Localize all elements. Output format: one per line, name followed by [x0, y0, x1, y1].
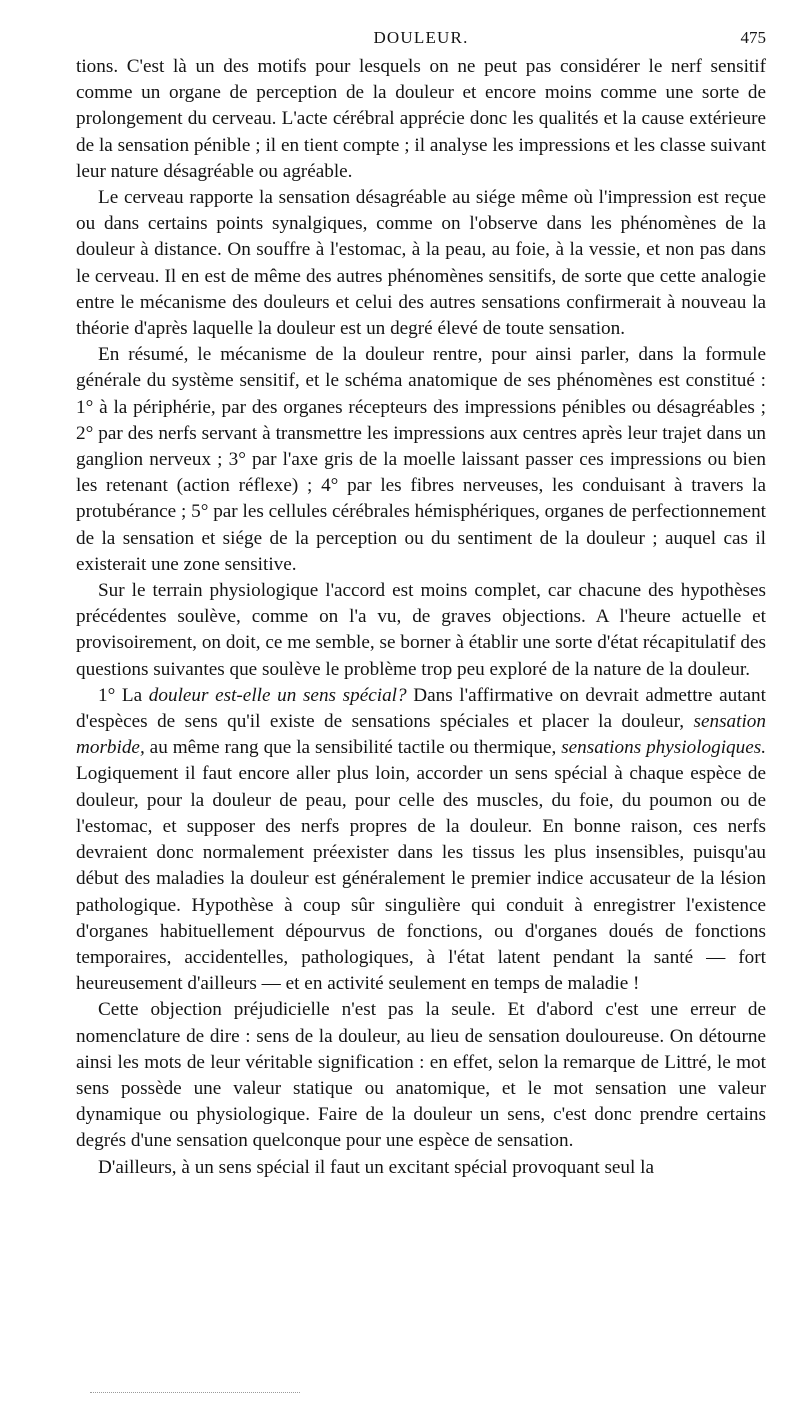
body-text: [76, 54, 766, 1181]
paragraph-resume: En résumé, le mécanisme de la douleur rentre, pour ainsi parler, dans la formule générale du système sensitif, et le schéma anatomique de ses phénomènes est constitué : 1° à la périphérie, par des organes récepteurs des impressions pénibles ou désagréables ; 2° par des nerfs servant à transmettre les impressions aux centres après leur trajet dans un ganglion nerveux ; 3° par l'axe gris de la moelle laissant passer ces impressions ou bien les retenant (action réflexe) ; 4° par les fibres nerveuses, les conduisant à travers la protubérance ; 5° par les cellules cérébrales hémisphériques, organes de perfectionnement de la sensation et siége de la perception ou du sentiment de la douleur ; auquel cas il existerait une zone sensitive.: [76, 344, 766, 575]
question-text-c: Logiquement il faut encore aller plus loin, accorder un sens spécial à chaque espèce de douleur, pour la douleur de peau, pour celle des muscles, du foie, du poumon ou de l'estomac, et supposer des nerfs propres de la douleur. En bonne raison, ces nerfs devraient donc normalement préexister dans les tissus les plus insensibles, puisqu'au début des maladies la douleur est généralement le premier indice accusateur de la lésion pathologique. Hypothèse à coup sûr singulière qui conduit à enregistrer l'existence d'organes habituellement dépourvus de fonctions, ou d'organes doués de fonctions temporaires, accidentelles, pathologiques, à l'état latent pendant la santé — fort heureusement d'ailleurs — et en activité seulement en temps de maladie !: [76, 763, 766, 995]
paragraph-question-sens-special: [76, 683, 766, 997]
paragraph-continuation: tions. C'est là un des motifs pour lesquels on ne peut pas considérer le nerf sensitif comme un organe de perception de la douleur et encore moins comme une sorte de prolongement du cerveau. L'acte cérébral apprécie donc les qualités et la cause extérieure de la sensation pénible ; il en tient compte ; il analyse les impressions et les classe suivant leur nature désagréable ou agréable.: [76, 56, 766, 182]
running-title: DOULEUR.: [373, 28, 469, 47]
term-sensation-morbide: sensation morbide,: [76, 711, 766, 759]
page-number: 475: [740, 28, 766, 47]
paragraph-terrain-physiologique: Sur le terrain physiologique l'accord est moins complet, car chacune des hypothèses précédentes soulève, comme on l'a vu, de graves objections. A l'heure actuelle et provisoirement, on doit, ce me semble, se borner à établir une sorte d'état récapitulatif des questions suivantes que soulève le problème trop peu exploré de la nature de la douleur.: [76, 580, 766, 680]
page-header: [76, 24, 766, 54]
footer-rule: [90, 1392, 300, 1393]
question-text-a: Dans l'affirmative on devrait admettre autant d'espèces de sens qu'il existe de sensations spéciales et placer la douleur,: [76, 684, 766, 733]
book-page: [76, 24, 766, 1181]
paragraph-objection: Cette objection préjudicielle n'est pas la seule. Et d'abord c'est une erreur de nomenclature de dire : sens de la douleur, au lieu de sensation douloureuse. On détourne ainsi les mots de leur véritable signification : en effet, selon la remarque de Littré, le mot sens possède une valeur statique ou anatomique, et le mot sensation une valeur dynamique ou physiologique. Faire de la douleur un sens, c'est donc prendre certains degrés d'une sensation quelconque pour une espèce de sensation.: [76, 999, 766, 1152]
paragraph-cerveau: Le cerveau rapporte la sensation désagréable au siége même où l'impression est reçue ou dans certains points synalgiques, comme on l'observe dans les phénomènes de la douleur à distance. On souffre à l'estomac, à la peau, au foie, à la vessie, et non pas dans le cerveau. Il en est de même des autres phénomènes sensitifs, de sorte que cette analogie entre le mécanisme des douleurs et celui des autres sensations confirmerait à nouveau la théorie d'après laquelle la douleur est un degré élevé de toute sensation.: [76, 187, 766, 340]
question-italic: douleur est-elle un sens spécial?: [148, 684, 407, 706]
question-lead: 1° La: [98, 684, 149, 706]
question-text-b: au même rang que la sensibilité tactile ou thermique,: [144, 737, 562, 759]
paragraph-ailleurs: D'ailleurs, à un sens spécial il faut un excitant spécial provoquant seul la: [98, 1156, 654, 1178]
term-sensations-physiologiques: sensations physiologiques.: [561, 737, 767, 759]
